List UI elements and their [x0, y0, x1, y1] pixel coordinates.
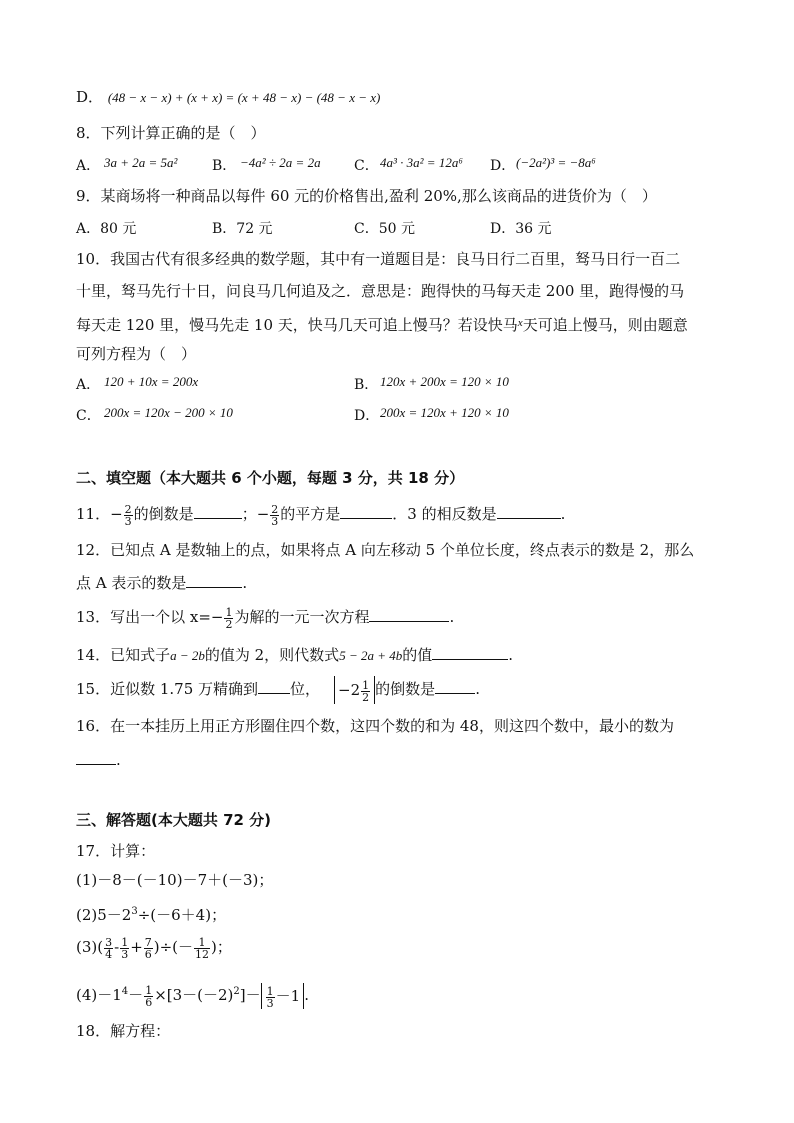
fraction	[104, 937, 113, 960]
text: 的值	[402, 646, 433, 664]
text: )；	[211, 938, 232, 956]
answer-blank[interactable]	[435, 678, 475, 694]
text: 11．	[76, 505, 111, 523]
question-16-line-1: 16．在一本挂历上用正方形圈住四个数，这四个数的和为 48，则这四个数中，最小的数为	[76, 717, 674, 735]
option-b-label: B．	[212, 158, 237, 174]
fraction	[124, 504, 133, 527]
text: ．3 的相反数是	[392, 505, 497, 523]
fraction	[266, 986, 275, 1009]
text: 15．近似数 1.75 万精确到	[76, 680, 259, 698]
question-10-line-1: 10．我国古代有很多经典的数学题，其中有一道题目是：良马日行二百里，驽马日行一百二	[76, 250, 681, 268]
numerator: 1	[266, 984, 274, 998]
text: .	[116, 751, 121, 769]
denominator: 6	[145, 995, 153, 1009]
fraction	[224, 607, 233, 630]
text: (4)－1	[76, 986, 122, 1004]
fraction	[144, 937, 153, 960]
text: )÷(－	[153, 938, 194, 956]
option-d-label: D．	[490, 158, 516, 174]
text: 天可追上慢马，则由题意	[522, 316, 688, 334]
text: ÷(－6＋4)；	[137, 906, 227, 924]
text: -	[114, 938, 120, 956]
text: (3)(	[76, 938, 104, 956]
option-c-label: C．	[354, 158, 379, 174]
numerator: 2	[271, 502, 279, 516]
text: .	[242, 574, 248, 592]
question-12-line-1: 12．已知点 A 是数轴上的点，如果将点 A 向左移动 5 个单位长度，终点表示的数是 2，那么	[76, 541, 695, 559]
text: +	[130, 938, 143, 956]
option-d-expr: (−2a²)³ = −8a⁶	[516, 155, 596, 170]
absolute-value	[261, 983, 305, 1009]
answer-blank[interactable]	[497, 503, 561, 519]
question-17: 17．计算：	[76, 842, 156, 860]
text: 的平方是	[280, 505, 341, 523]
denominator: 12	[195, 947, 210, 961]
denominator: 4	[105, 947, 113, 961]
numerator: 1	[145, 983, 153, 997]
text: .	[449, 608, 455, 626]
variable-x: x	[517, 317, 523, 329]
q7-option-d	[76, 87, 380, 108]
answer-blank[interactable]	[369, 606, 449, 622]
text: －	[128, 986, 144, 1004]
option-c: C．50 元	[354, 221, 415, 237]
fraction	[194, 937, 210, 960]
question-10-line-2: 十里，驽马先行十日，问良马几何追及之．意思是：跑得快的马每天走 200 里，跑得慢的马	[76, 282, 685, 300]
answer-blank[interactable]	[76, 749, 116, 765]
text: 的倒数是	[133, 505, 194, 523]
option-b-label: B．	[354, 377, 379, 393]
expression: 5 − 2a + 4b	[339, 648, 403, 663]
fraction	[270, 504, 279, 527]
exponent: 3	[131, 906, 138, 917]
numerator: 2	[124, 502, 132, 516]
answer-blank[interactable]	[258, 678, 290, 694]
option-d-label: D．	[354, 408, 380, 424]
denominator: 3	[266, 996, 274, 1010]
option-b-expr: −4a² ÷ 2a = 2a	[240, 155, 321, 170]
text: .	[508, 646, 514, 664]
question-9: 9．某商场将一种商品以每件 60 元的价格售出,盈利 20%,那么该商品的进货价为（ ）	[76, 187, 657, 205]
question-10-line-4: 可列方程为（ ）	[76, 345, 197, 363]
text: 的值为 2，则代数式	[204, 646, 340, 664]
text: −	[256, 505, 270, 523]
option-a-expr: 3a + 2a = 5a²	[104, 155, 178, 170]
option-label: D．	[76, 88, 104, 106]
option-d: D．36 元	[490, 221, 552, 237]
text: 点 A 表示的数是	[76, 574, 187, 592]
section-3-heading: 三、解答题(本大题共 72 分)	[76, 811, 272, 829]
absolute-value	[334, 676, 375, 704]
option-b: B．72 元	[212, 221, 273, 237]
option-expr: (48 − x − x) + (x + x) = (x + 48 − x) − (48 − x − x)	[107, 90, 381, 105]
question-8: 8．下列计算正确的是（ ）	[76, 124, 266, 142]
fraction	[120, 937, 129, 960]
question-16-line-2	[76, 749, 121, 770]
option-c-label: C．	[76, 408, 101, 424]
question-11	[76, 500, 565, 528]
text: 每天走 120 里，慢马先走 10 天，快马几天可追上慢马？若设快马	[76, 316, 518, 334]
text: (2)5－2	[76, 906, 132, 924]
text: 位，	[290, 680, 321, 698]
question-17-part-3	[76, 932, 232, 962]
option-c-expr: 4a³ · 3a² = 12a⁶	[380, 155, 463, 170]
numerator: 1	[121, 935, 129, 949]
question-13	[76, 603, 454, 631]
option-a-label: A．	[76, 377, 101, 393]
question-17-part-2	[76, 902, 226, 925]
section-2-heading: 二、填空题（本大题共 6 个小题，每题 3 分，共 18 分）	[76, 469, 465, 487]
text: .	[560, 505, 566, 523]
expression: a − 2b	[170, 648, 205, 663]
text: −	[110, 505, 123, 523]
fraction	[144, 985, 153, 1008]
text: ；	[241, 505, 257, 523]
text: 为解的一元一次方程	[234, 608, 370, 626]
denominator: 2	[362, 690, 370, 704]
option-b-expr: 120x + 200x = 120 × 10	[380, 374, 509, 389]
denominator: 3	[271, 514, 279, 528]
text: .	[475, 680, 480, 698]
denominator: 6	[144, 947, 152, 961]
exponent: 4	[121, 986, 129, 997]
option-d-expr: 200x = 120x + 120 × 10	[380, 405, 509, 420]
option-a-expr: 120 + 10x = 200x	[104, 374, 199, 389]
answer-blank[interactable]	[194, 503, 242, 519]
question-15	[76, 674, 480, 704]
answer-blank[interactable]	[186, 572, 242, 588]
question-12-line-2	[76, 572, 247, 593]
numerator: 1	[225, 605, 233, 619]
denominator: 3	[121, 947, 129, 961]
text: 14．已知式子	[76, 646, 171, 664]
text: .	[304, 986, 309, 1004]
option-a: A．80 元	[76, 221, 137, 237]
integer-part: −2	[338, 681, 361, 699]
text: 的倒数是	[375, 680, 436, 698]
denominator: 3	[124, 514, 132, 528]
question-17-part-4	[76, 977, 309, 1010]
question-18: 18．解方程：	[76, 1022, 171, 1040]
text: －1	[275, 987, 301, 1005]
denominator: 2	[225, 617, 233, 631]
numerator: 1	[362, 678, 370, 692]
numerator: 1	[194, 937, 210, 949]
exponent: 2	[233, 986, 240, 997]
text: ]－	[239, 986, 261, 1004]
option-a-label: A．	[76, 158, 101, 174]
question-10-line-3	[76, 313, 688, 335]
answer-blank[interactable]	[340, 503, 392, 519]
numerator: 7	[144, 935, 152, 949]
numerator: 3	[105, 935, 113, 949]
text: 13．写出一个以 x=−	[76, 608, 224, 626]
option-c-expr: 200x = 120x − 200 × 10	[104, 405, 233, 420]
question-17-part-1: (1)－8－(－10)－7＋(－3)；	[76, 871, 274, 889]
text: ×[3－(－2)	[154, 986, 234, 1004]
fraction	[361, 680, 370, 703]
question-14	[76, 644, 513, 666]
answer-blank[interactable]	[432, 644, 508, 660]
